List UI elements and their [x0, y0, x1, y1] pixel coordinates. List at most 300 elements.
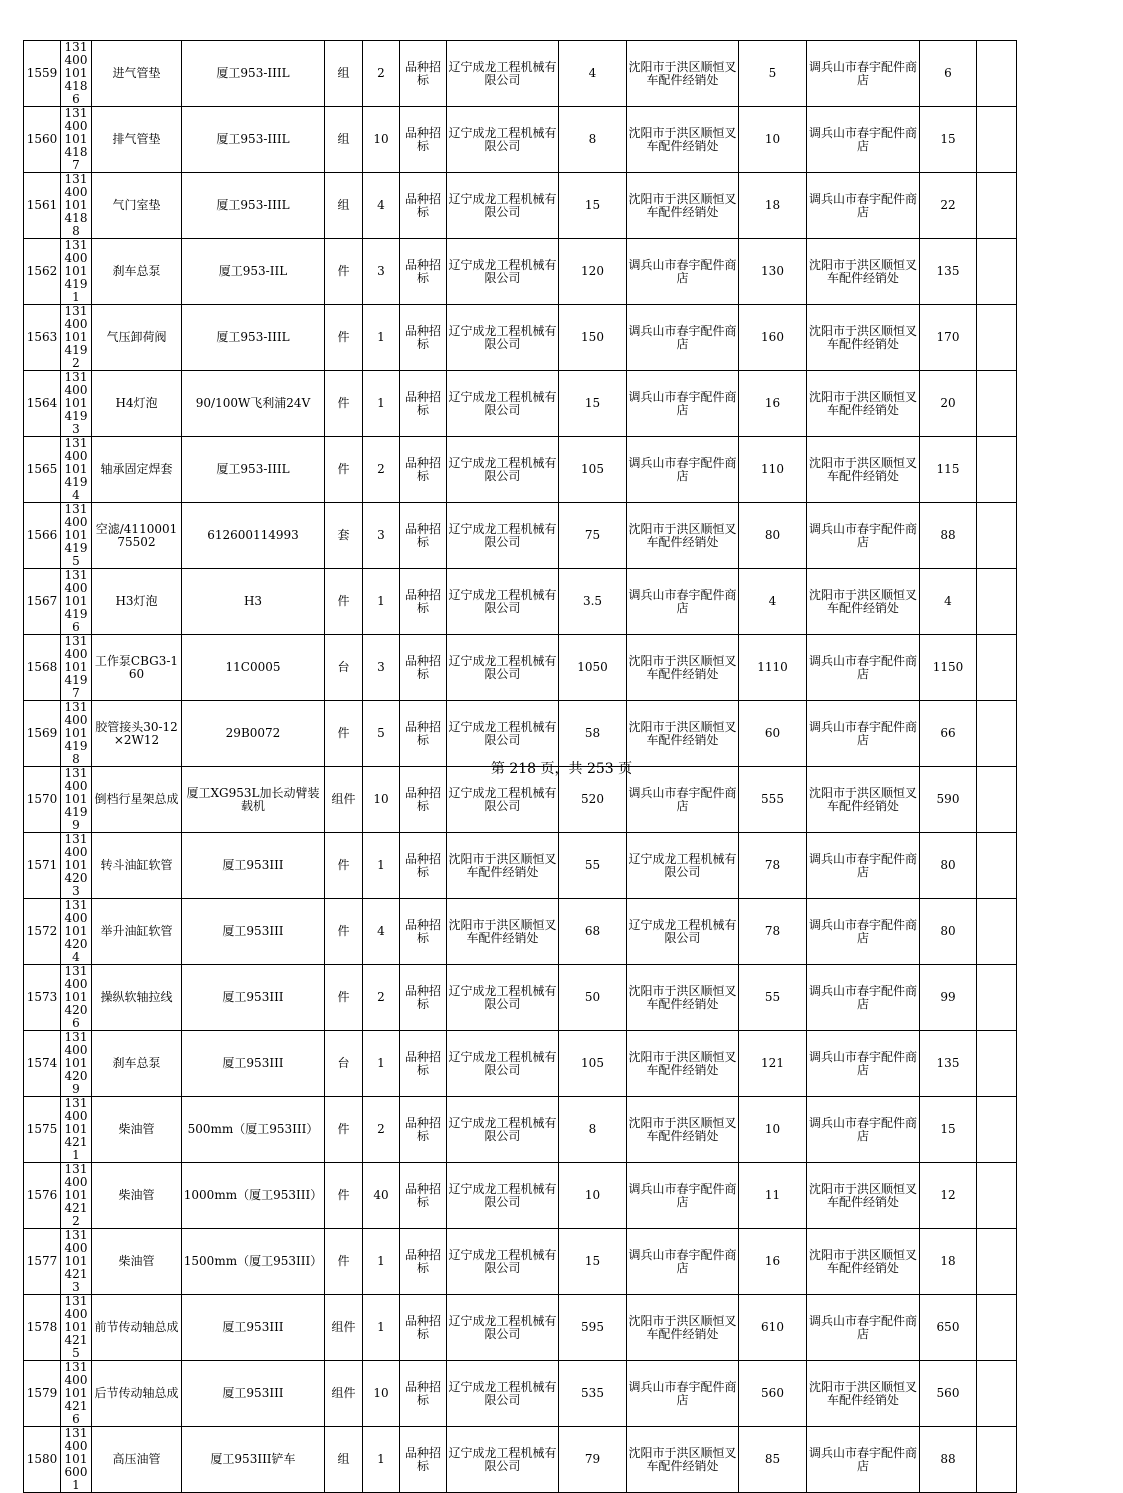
- procurement-method-cell: 品种招标: [400, 437, 447, 503]
- procurement-method-cell: 品种招标: [400, 701, 447, 767]
- unit-cell: 件: [325, 569, 363, 635]
- item-spec-cell: 1500mm（厦工953III）: [182, 1229, 325, 1295]
- item-code-cell: 1314001014204: [61, 899, 92, 965]
- price-1-cell: 15: [559, 371, 627, 437]
- price-3-cell: 135: [920, 1031, 977, 1097]
- remarks-cell: [977, 1295, 1017, 1361]
- price-3-cell: 99: [920, 965, 977, 1031]
- table-row: [24, 41, 1017, 107]
- item-code-cell: 1314001014215: [61, 1295, 92, 1361]
- quantity-cell: 3: [363, 239, 400, 305]
- item-spec-cell: 500mm（厦工953III）: [182, 1097, 325, 1163]
- table-row: [24, 107, 1017, 173]
- remarks-cell: [977, 305, 1017, 371]
- row-number-cell: 1575: [24, 1097, 61, 1163]
- unit-cell: 件: [325, 965, 363, 1031]
- table-row: [24, 503, 1017, 569]
- supplier-1-cell: 辽宁成龙工程机械有限公司: [447, 701, 559, 767]
- item-name-cell: H4灯泡: [92, 371, 182, 437]
- row-number-cell: 1559: [24, 41, 61, 107]
- row-number-cell: 1560: [24, 107, 61, 173]
- supplier-2-cell: 调兵山市春宇配件商店: [627, 371, 739, 437]
- quantity-cell: 1: [363, 1295, 400, 1361]
- item-name-cell: 倒档行星架总成: [92, 767, 182, 833]
- supplier-1-cell: 辽宁成龙工程机械有限公司: [447, 107, 559, 173]
- unit-cell: 组: [325, 41, 363, 107]
- item-name-cell: 气压卸荷阀: [92, 305, 182, 371]
- item-spec-cell: 11C0005: [182, 635, 325, 701]
- row-number-cell: 1564: [24, 371, 61, 437]
- supplier-2-cell: 沈阳市于洪区顺恒叉车配件经销处: [627, 635, 739, 701]
- supplier-2-cell: 沈阳市于洪区顺恒叉车配件经销处: [627, 41, 739, 107]
- price-2-cell: 80: [739, 503, 807, 569]
- table-row: [24, 1031, 1017, 1097]
- supplier-1-cell: 辽宁成龙工程机械有限公司: [447, 1229, 559, 1295]
- remarks-cell: [977, 239, 1017, 305]
- quantity-cell: 10: [363, 107, 400, 173]
- item-name-cell: 胶管接头30-12×2W12: [92, 701, 182, 767]
- table-row: [24, 1229, 1017, 1295]
- supplier-1-cell: 辽宁成龙工程机械有限公司: [447, 1163, 559, 1229]
- quantity-cell: 1: [363, 1427, 400, 1493]
- supplier-2-cell: 沈阳市于洪区顺恒叉车配件经销处: [627, 1295, 739, 1361]
- procurement-method-cell: 品种招标: [400, 833, 447, 899]
- row-number-cell: 1567: [24, 569, 61, 635]
- remarks-cell: [977, 569, 1017, 635]
- supplier-2-cell: 辽宁成龙工程机械有限公司: [627, 833, 739, 899]
- price-3-cell: 6: [920, 41, 977, 107]
- quantity-cell: 5: [363, 701, 400, 767]
- price-3-cell: 80: [920, 833, 977, 899]
- table-row: [24, 1295, 1017, 1361]
- price-2-cell: 78: [739, 833, 807, 899]
- item-spec-cell: H3: [182, 569, 325, 635]
- procurement-method-cell: 品种招标: [400, 767, 447, 833]
- remarks-cell: [977, 899, 1017, 965]
- remarks-cell: [977, 1163, 1017, 1229]
- procurement-method-cell: 品种招标: [400, 1427, 447, 1493]
- item-code-cell: 1314001014203: [61, 833, 92, 899]
- supplier-3-cell: 沈阳市于洪区顺恒叉车配件经销处: [807, 569, 920, 635]
- price-3-cell: 18: [920, 1229, 977, 1295]
- item-spec-cell: 厦工953-IIIL: [182, 305, 325, 371]
- supplier-3-cell: 沈阳市于洪区顺恒叉车配件经销处: [807, 1361, 920, 1427]
- price-1-cell: 150: [559, 305, 627, 371]
- table-row: [24, 1361, 1017, 1427]
- supplier-2-cell: 调兵山市春宇配件商店: [627, 437, 739, 503]
- supplier-1-cell: 辽宁成龙工程机械有限公司: [447, 965, 559, 1031]
- supplier-2-cell: 辽宁成龙工程机械有限公司: [627, 899, 739, 965]
- unit-cell: 件: [325, 437, 363, 503]
- supplier-2-cell: 调兵山市春宇配件商店: [627, 569, 739, 635]
- price-2-cell: 560: [739, 1361, 807, 1427]
- price-1-cell: 79: [559, 1427, 627, 1493]
- supplier-1-cell: 辽宁成龙工程机械有限公司: [447, 239, 559, 305]
- unit-cell: 件: [325, 305, 363, 371]
- item-code-cell: 1314001016001: [61, 1427, 92, 1493]
- procurement-method-cell: 品种招标: [400, 965, 447, 1031]
- price-1-cell: 75: [559, 503, 627, 569]
- supplier-1-cell: 辽宁成龙工程机械有限公司: [447, 1295, 559, 1361]
- item-code-cell: 1314001014199: [61, 767, 92, 833]
- quantity-cell: 1: [363, 1031, 400, 1097]
- price-2-cell: 10: [739, 1097, 807, 1163]
- row-number-cell: 1568: [24, 635, 61, 701]
- procurement-method-cell: 品种招标: [400, 1229, 447, 1295]
- price-1-cell: 55: [559, 833, 627, 899]
- item-code-cell: 1314001014194: [61, 437, 92, 503]
- row-number-cell: 1562: [24, 239, 61, 305]
- supplier-3-cell: 调兵山市春宇配件商店: [807, 833, 920, 899]
- table-row: [24, 701, 1017, 767]
- remarks-cell: [977, 635, 1017, 701]
- price-3-cell: 650: [920, 1295, 977, 1361]
- item-name-cell: 转斗油缸软管: [92, 833, 182, 899]
- table-row: [24, 173, 1017, 239]
- supplier-3-cell: 沈阳市于洪区顺恒叉车配件经销处: [807, 1163, 920, 1229]
- supplier-2-cell: 调兵山市春宇配件商店: [627, 767, 739, 833]
- item-name-cell: 柴油管: [92, 1163, 182, 1229]
- row-number-cell: 1565: [24, 437, 61, 503]
- table-row: [24, 437, 1017, 503]
- supplier-3-cell: 调兵山市春宇配件商店: [807, 635, 920, 701]
- row-number-cell: 1566: [24, 503, 61, 569]
- price-2-cell: 55: [739, 965, 807, 1031]
- quantity-cell: 1: [363, 1229, 400, 1295]
- supplier-1-cell: 辽宁成龙工程机械有限公司: [447, 503, 559, 569]
- remarks-cell: [977, 437, 1017, 503]
- table-row: [24, 1097, 1017, 1163]
- unit-cell: 件: [325, 1229, 363, 1295]
- supplier-2-cell: 调兵山市春宇配件商店: [627, 305, 739, 371]
- remarks-cell: [977, 1229, 1017, 1295]
- price-1-cell: 520: [559, 767, 627, 833]
- supplier-1-cell: 辽宁成龙工程机械有限公司: [447, 569, 559, 635]
- price-1-cell: 120: [559, 239, 627, 305]
- unit-cell: 组件: [325, 1361, 363, 1427]
- price-1-cell: 535: [559, 1361, 627, 1427]
- unit-cell: 件: [325, 239, 363, 305]
- price-3-cell: 15: [920, 1097, 977, 1163]
- supplier-2-cell: 沈阳市于洪区顺恒叉车配件经销处: [627, 701, 739, 767]
- item-code-cell: 1314001014211: [61, 1097, 92, 1163]
- price-3-cell: 170: [920, 305, 977, 371]
- procurement-method-cell: 品种招标: [400, 635, 447, 701]
- price-1-cell: 68: [559, 899, 627, 965]
- item-name-cell: 柴油管: [92, 1097, 182, 1163]
- remarks-cell: [977, 1031, 1017, 1097]
- row-number-cell: 1569: [24, 701, 61, 767]
- item-spec-cell: 厦工953III: [182, 965, 325, 1031]
- procurement-method-cell: 品种招标: [400, 899, 447, 965]
- supplier-2-cell: 沈阳市于洪区顺恒叉车配件经销处: [627, 1427, 739, 1493]
- procurement-method-cell: 品种招标: [400, 1295, 447, 1361]
- supplier-3-cell: 调兵山市春宇配件商店: [807, 503, 920, 569]
- remarks-cell: [977, 1427, 1017, 1493]
- item-name-cell: 举升油缸软管: [92, 899, 182, 965]
- supplier-2-cell: 调兵山市春宇配件商店: [627, 1229, 739, 1295]
- item-spec-cell: 厦工XG953L加长动臂装载机: [182, 767, 325, 833]
- unit-cell: 件: [325, 701, 363, 767]
- unit-cell: 件: [325, 833, 363, 899]
- item-code-cell: 1314001014191: [61, 239, 92, 305]
- item-code-cell: 1314001014213: [61, 1229, 92, 1295]
- price-3-cell: 80: [920, 899, 977, 965]
- price-2-cell: 610: [739, 1295, 807, 1361]
- quantity-cell: 1: [363, 569, 400, 635]
- item-name-cell: 刹车总泵: [92, 239, 182, 305]
- supplier-3-cell: 调兵山市春宇配件商店: [807, 1295, 920, 1361]
- item-spec-cell: 612600114993: [182, 503, 325, 569]
- supplier-3-cell: 沈阳市于洪区顺恒叉车配件经销处: [807, 239, 920, 305]
- remarks-cell: [977, 503, 1017, 569]
- item-name-cell: 高压油管: [92, 1427, 182, 1493]
- row-number-cell: 1580: [24, 1427, 61, 1493]
- item-spec-cell: 厦工953III: [182, 899, 325, 965]
- item-code-cell: 1314001014193: [61, 371, 92, 437]
- unit-cell: 件: [325, 371, 363, 437]
- price-1-cell: 50: [559, 965, 627, 1031]
- supplier-1-cell: 辽宁成龙工程机械有限公司: [447, 1031, 559, 1097]
- item-spec-cell: 厦工953III: [182, 833, 325, 899]
- price-1-cell: 595: [559, 1295, 627, 1361]
- supplier-2-cell: 调兵山市春宇配件商店: [627, 239, 739, 305]
- price-3-cell: 12: [920, 1163, 977, 1229]
- row-number-cell: 1573: [24, 965, 61, 1031]
- table-row: [24, 965, 1017, 1031]
- quantity-cell: 40: [363, 1163, 400, 1229]
- price-2-cell: 18: [739, 173, 807, 239]
- price-2-cell: 160: [739, 305, 807, 371]
- table-row: [24, 239, 1017, 305]
- quantity-cell: 2: [363, 965, 400, 1031]
- quantity-cell: 4: [363, 173, 400, 239]
- supplier-1-cell: 沈阳市于洪区顺恒叉车配件经销处: [447, 899, 559, 965]
- quantity-cell: 10: [363, 1361, 400, 1427]
- table-row: [24, 569, 1017, 635]
- unit-cell: 件: [325, 899, 363, 965]
- procurement-method-cell: 品种招标: [400, 305, 447, 371]
- remarks-cell: [977, 173, 1017, 239]
- price-1-cell: 4: [559, 41, 627, 107]
- item-code-cell: 1314001014209: [61, 1031, 92, 1097]
- unit-cell: 台: [325, 1031, 363, 1097]
- item-name-cell: 工作泵CBG3-160: [92, 635, 182, 701]
- item-name-cell: 刹车总泵: [92, 1031, 182, 1097]
- price-2-cell: 11: [739, 1163, 807, 1229]
- price-2-cell: 16: [739, 371, 807, 437]
- price-1-cell: 3.5: [559, 569, 627, 635]
- quantity-cell: 3: [363, 635, 400, 701]
- table-row: [24, 635, 1017, 701]
- procurement-method-cell: 品种招标: [400, 569, 447, 635]
- item-code-cell: 1314001014212: [61, 1163, 92, 1229]
- quantity-cell: 2: [363, 437, 400, 503]
- supplier-3-cell: 沈阳市于洪区顺恒叉车配件经销处: [807, 767, 920, 833]
- row-number-cell: 1571: [24, 833, 61, 899]
- item-code-cell: 1314001014186: [61, 41, 92, 107]
- supplier-3-cell: 调兵山市春宇配件商店: [807, 41, 920, 107]
- item-code-cell: 1314001014188: [61, 173, 92, 239]
- item-code-cell: 1314001014206: [61, 965, 92, 1031]
- item-spec-cell: 厦工953III: [182, 1361, 325, 1427]
- unit-cell: 件: [325, 1097, 363, 1163]
- procurement-method-cell: 品种招标: [400, 1163, 447, 1229]
- supplier-1-cell: 辽宁成龙工程机械有限公司: [447, 41, 559, 107]
- unit-cell: 套: [325, 503, 363, 569]
- supplier-1-cell: 辽宁成龙工程机械有限公司: [447, 635, 559, 701]
- price-1-cell: 15: [559, 173, 627, 239]
- price-2-cell: 121: [739, 1031, 807, 1097]
- price-2-cell: 5: [739, 41, 807, 107]
- procurement-method-cell: 品种招标: [400, 173, 447, 239]
- supplier-1-cell: 辽宁成龙工程机械有限公司: [447, 371, 559, 437]
- supplier-2-cell: 沈阳市于洪区顺恒叉车配件经销处: [627, 965, 739, 1031]
- item-spec-cell: 1000mm（厦工953III）: [182, 1163, 325, 1229]
- supplier-2-cell: 沈阳市于洪区顺恒叉车配件经销处: [627, 173, 739, 239]
- procurement-method-cell: 品种招标: [400, 239, 447, 305]
- price-2-cell: 1110: [739, 635, 807, 701]
- item-name-cell: 气门室垫: [92, 173, 182, 239]
- row-number-cell: 1572: [24, 899, 61, 965]
- unit-cell: 组: [325, 107, 363, 173]
- supplier-3-cell: 沈阳市于洪区顺恒叉车配件经销处: [807, 437, 920, 503]
- item-code-cell: 1314001014196: [61, 569, 92, 635]
- price-2-cell: 130: [739, 239, 807, 305]
- quantity-cell: 2: [363, 41, 400, 107]
- item-name-cell: 空滤/411000175502: [92, 503, 182, 569]
- supplier-3-cell: 调兵山市春宇配件商店: [807, 1031, 920, 1097]
- row-number-cell: 1576: [24, 1163, 61, 1229]
- table-row: [24, 833, 1017, 899]
- price-2-cell: 10: [739, 107, 807, 173]
- supplier-2-cell: 沈阳市于洪区顺恒叉车配件经销处: [627, 503, 739, 569]
- quantity-cell: 3: [363, 503, 400, 569]
- price-1-cell: 8: [559, 107, 627, 173]
- quantity-cell: 1: [363, 833, 400, 899]
- supplier-2-cell: 调兵山市春宇配件商店: [627, 1163, 739, 1229]
- item-spec-cell: 厦工953-IIL: [182, 239, 325, 305]
- price-1-cell: 15: [559, 1229, 627, 1295]
- supplier-2-cell: 调兵山市春宇配件商店: [627, 1361, 739, 1427]
- price-3-cell: 88: [920, 1427, 977, 1493]
- item-name-cell: 排气管垫: [92, 107, 182, 173]
- quantity-cell: 2: [363, 1097, 400, 1163]
- quantity-cell: 4: [363, 899, 400, 965]
- procurement-method-cell: 品种招标: [400, 1031, 447, 1097]
- item-name-cell: 轴承固定焊套: [92, 437, 182, 503]
- supplier-3-cell: 沈阳市于洪区顺恒叉车配件经销处: [807, 1229, 920, 1295]
- table-row: [24, 1163, 1017, 1229]
- item-code-cell: 1314001014198: [61, 701, 92, 767]
- unit-cell: 件: [325, 1163, 363, 1229]
- supplier-1-cell: 辽宁成龙工程机械有限公司: [447, 1361, 559, 1427]
- row-number-cell: 1570: [24, 767, 61, 833]
- remarks-cell: [977, 701, 1017, 767]
- price-3-cell: 88: [920, 503, 977, 569]
- price-2-cell: 16: [739, 1229, 807, 1295]
- procurement-method-cell: 品种招标: [400, 371, 447, 437]
- item-spec-cell: 90/100W飞利浦24V: [182, 371, 325, 437]
- unit-cell: 台: [325, 635, 363, 701]
- price-1-cell: 58: [559, 701, 627, 767]
- supplier-2-cell: 沈阳市于洪区顺恒叉车配件经销处: [627, 1031, 739, 1097]
- item-spec-cell: 厦工953-IIIL: [182, 173, 325, 239]
- item-spec-cell: 厦工953III: [182, 1031, 325, 1097]
- price-3-cell: 1150: [920, 635, 977, 701]
- supplier-3-cell: 调兵山市春宇配件商店: [807, 899, 920, 965]
- supplier-3-cell: 调兵山市春宇配件商店: [807, 173, 920, 239]
- remarks-cell: [977, 833, 1017, 899]
- supplier-3-cell: 调兵山市春宇配件商店: [807, 1427, 920, 1493]
- row-number-cell: 1563: [24, 305, 61, 371]
- item-code-cell: 1314001014216: [61, 1361, 92, 1427]
- item-name-cell: 后节传动轴总成: [92, 1361, 182, 1427]
- remarks-cell: [977, 41, 1017, 107]
- row-number-cell: 1574: [24, 1031, 61, 1097]
- procurement-method-cell: 品种招标: [400, 107, 447, 173]
- table-row: [24, 305, 1017, 371]
- item-name-cell: H3灯泡: [92, 569, 182, 635]
- price-3-cell: 22: [920, 173, 977, 239]
- row-number-cell: 1561: [24, 173, 61, 239]
- row-number-cell: 1578: [24, 1295, 61, 1361]
- supplier-1-cell: 沈阳市于洪区顺恒叉车配件经销处: [447, 833, 559, 899]
- supplier-2-cell: 沈阳市于洪区顺恒叉车配件经销处: [627, 107, 739, 173]
- price-2-cell: 110: [739, 437, 807, 503]
- item-code-cell: 1314001014187: [61, 107, 92, 173]
- price-3-cell: 115: [920, 437, 977, 503]
- supplier-3-cell: 沈阳市于洪区顺恒叉车配件经销处: [807, 305, 920, 371]
- procurement-method-cell: 品种招标: [400, 1097, 447, 1163]
- item-name-cell: 前节传动轴总成: [92, 1295, 182, 1361]
- price-1-cell: 1050: [559, 635, 627, 701]
- remarks-cell: [977, 1097, 1017, 1163]
- remarks-cell: [977, 107, 1017, 173]
- table-row: [24, 899, 1017, 965]
- price-1-cell: 105: [559, 1031, 627, 1097]
- unit-cell: 组件: [325, 767, 363, 833]
- unit-cell: 组: [325, 173, 363, 239]
- remarks-cell: [977, 371, 1017, 437]
- item-spec-cell: 厦工953-IIIL: [182, 437, 325, 503]
- procurement-method-cell: 品种招标: [400, 1361, 447, 1427]
- price-3-cell: 560: [920, 1361, 977, 1427]
- price-3-cell: 20: [920, 371, 977, 437]
- supplier-2-cell: 沈阳市于洪区顺恒叉车配件经销处: [627, 1097, 739, 1163]
- supplier-3-cell: 调兵山市春宇配件商店: [807, 1097, 920, 1163]
- quantity-cell: 1: [363, 305, 400, 371]
- page-footer: 第 218 页，共 253 页: [490, 761, 633, 777]
- supplier-3-cell: 调兵山市春宇配件商店: [807, 701, 920, 767]
- item-code-cell: 1314001014197: [61, 635, 92, 701]
- price-1-cell: 8: [559, 1097, 627, 1163]
- price-2-cell: 78: [739, 899, 807, 965]
- supplier-1-cell: 辽宁成龙工程机械有限公司: [447, 437, 559, 503]
- unit-cell: 组件: [325, 1295, 363, 1361]
- item-code-cell: 1314001014192: [61, 305, 92, 371]
- price-2-cell: 60: [739, 701, 807, 767]
- supplier-3-cell: 调兵山市春宇配件商店: [807, 107, 920, 173]
- item-code-cell: 1314001014195: [61, 503, 92, 569]
- quantity-cell: 1: [363, 371, 400, 437]
- supplier-3-cell: 沈阳市于洪区顺恒叉车配件经销处: [807, 371, 920, 437]
- procurement-method-cell: 品种招标: [400, 503, 447, 569]
- price-3-cell: 4: [920, 569, 977, 635]
- price-3-cell: 66: [920, 701, 977, 767]
- row-number-cell: 1577: [24, 1229, 61, 1295]
- price-3-cell: 135: [920, 239, 977, 305]
